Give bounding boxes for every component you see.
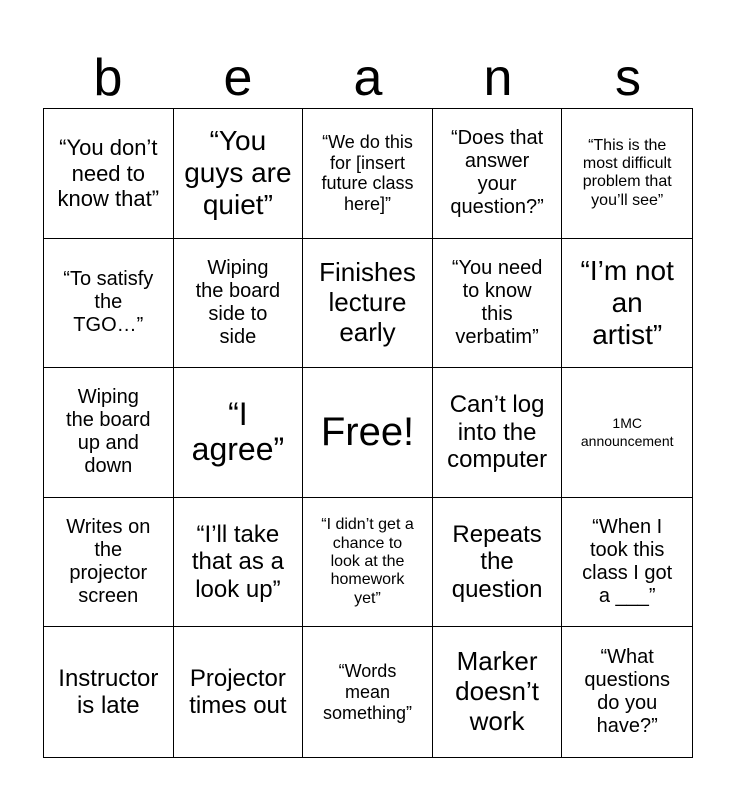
bingo-cell-r3c5[interactable]: 1MC announcement [562, 368, 692, 498]
bingo-cell-r4c1[interactable]: Writes on the projector screen [44, 498, 174, 628]
bingo-cell-r4c2[interactable]: “I’ll take that as a look up” [174, 498, 304, 628]
bingo-cell-r5c4[interactable]: Marker doesn’t work [433, 627, 563, 757]
bingo-cell-r2c5[interactable]: “I’m not an artist” [562, 239, 692, 369]
bingo-cell-r1c4[interactable]: “Does that answer your question?” [433, 109, 563, 239]
title-letter-e: e [223, 49, 253, 107]
bingo-cell-r4c4[interactable]: Repeats the question [433, 498, 563, 628]
bingo-cell-r4c3[interactable]: “I didn’t get a chance to look at the homework yet” [303, 498, 433, 628]
bingo-cell-r5c1[interactable]: Instructor is late [44, 627, 174, 757]
bingo-cell-r3c4[interactable]: Can’t log into the computer [433, 368, 563, 498]
bingo-cell-r5c2[interactable]: Projector times out [174, 627, 304, 757]
bingo-cell-r4c5[interactable]: “When I took this class I got a ___” [562, 498, 692, 628]
title-letter-b: b [93, 49, 123, 107]
bingo-cell-r2c3[interactable]: Finishes lecture early [303, 239, 433, 369]
bingo-cell-r5c5[interactable]: “What questions do you have?” [584, 646, 670, 738]
bingo-cell-r2c4[interactable]: “You need to know this verbatim” [433, 239, 563, 369]
bingo-cell-r2c2[interactable]: Wiping the board side to side [174, 239, 304, 369]
bingo-cell-r1c2[interactable]: “You guys are quiet” [174, 109, 304, 239]
bingo-cell-r2c1[interactable]: “To satisfy the TGO…” [44, 239, 174, 369]
bingo-cell-free[interactable]: Free! [303, 368, 433, 498]
bingo-cell-r1c5[interactable]: “This is the most difficult problem that you’ll see” [562, 109, 692, 239]
bingo-title [43, 48, 693, 108]
bingo-board [43, 108, 693, 758]
title-letter-s: s [615, 49, 641, 107]
title-letter-a: a [353, 49, 383, 107]
bingo-cell-r1c1[interactable]: “You don’t need to know that” [44, 109, 174, 239]
bingo-cell-r3c2[interactable]: “I agree” [174, 368, 304, 498]
title-letter-n: n [483, 49, 513, 107]
bingo-cell-r3c1[interactable]: Wiping the board up and down [44, 368, 174, 498]
bingo-cell-r5c3[interactable]: “Words mean something” [303, 627, 433, 757]
bingo-cell-r1c3[interactable]: “We do this for [insert future class here]” [303, 109, 433, 239]
